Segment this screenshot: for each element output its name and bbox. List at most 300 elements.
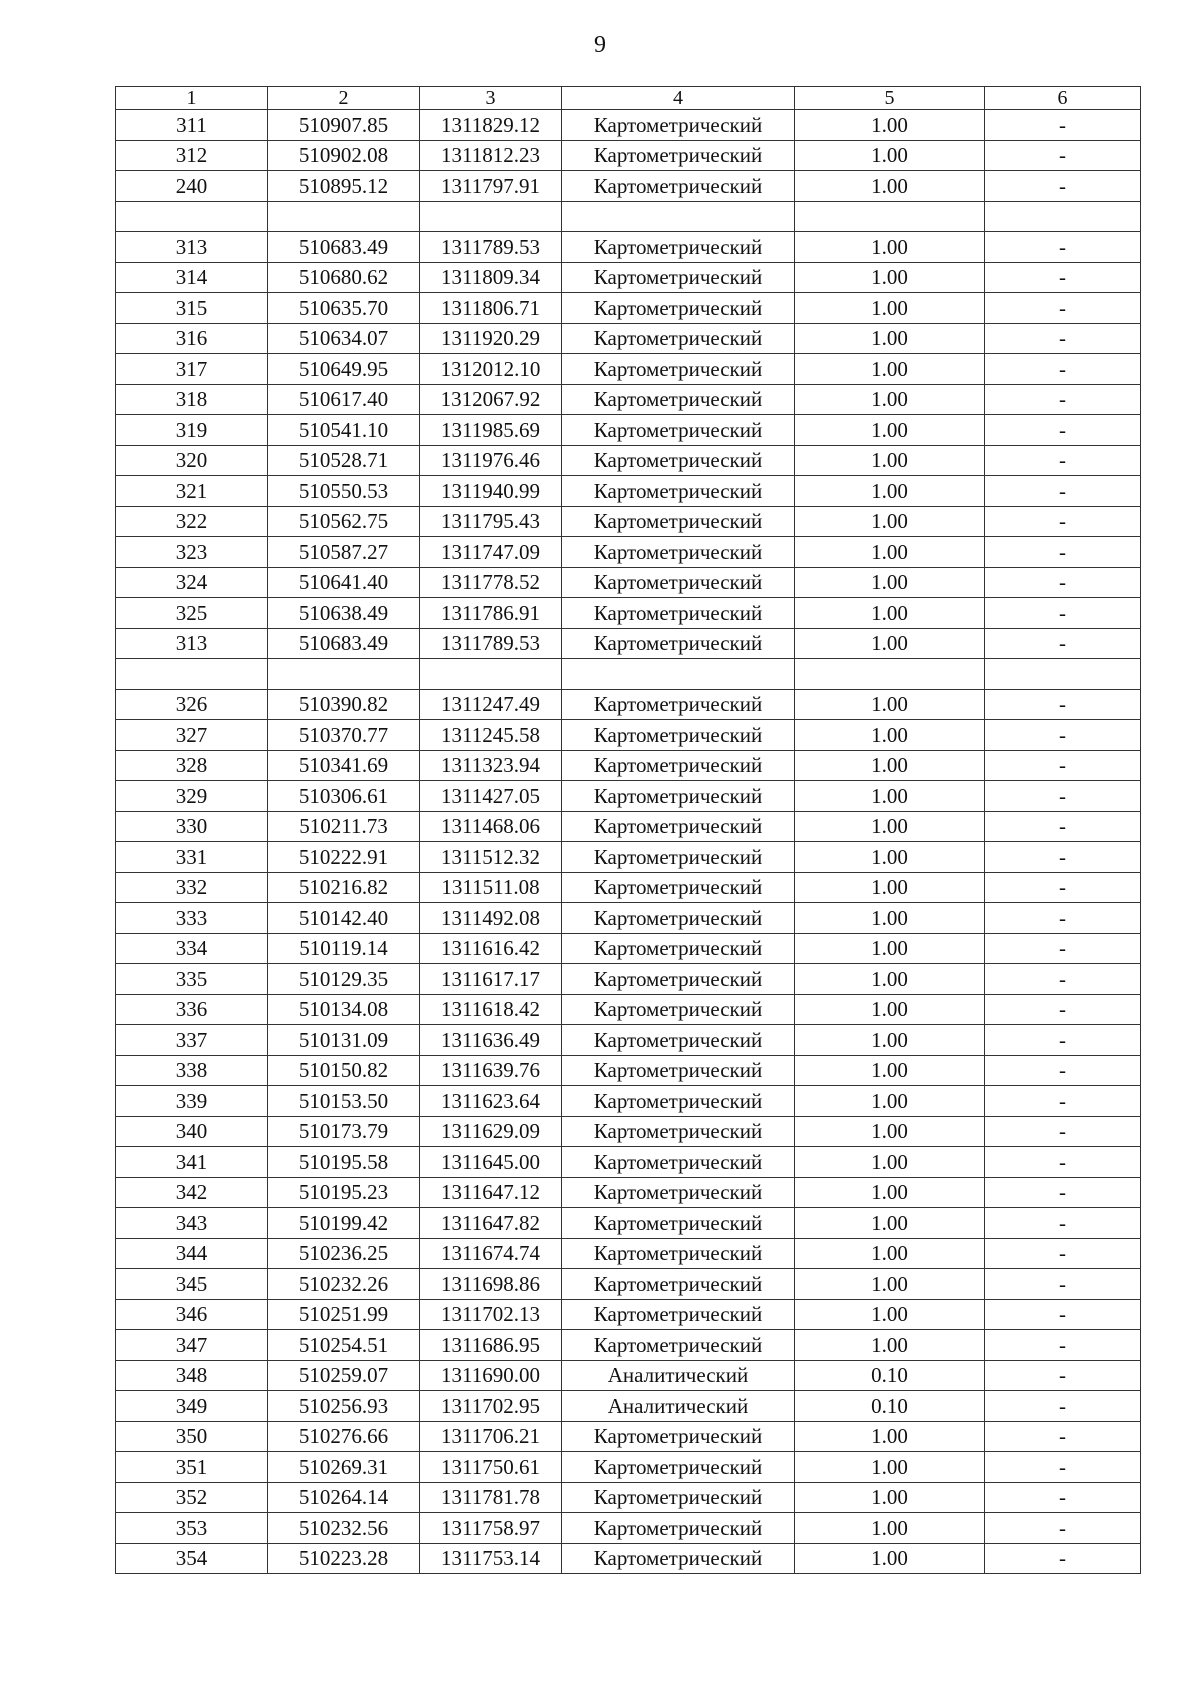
cell-point-number: 330 [116, 811, 268, 842]
cell-accuracy: 1.00 [795, 1055, 985, 1086]
table-row [116, 293, 1141, 324]
cell-coordinate-y: 1311636.49 [420, 1025, 562, 1056]
cell-note: - [985, 1025, 1141, 1056]
cell-coordinate-y: 1312012.10 [420, 354, 562, 385]
cell-point-number [116, 201, 268, 232]
cell-coordinate-y: 1311618.42 [420, 994, 562, 1025]
cell-point-number: 339 [116, 1086, 268, 1117]
cell-accuracy: 1.00 [795, 1482, 985, 1513]
cell-coordinate-x: 510131.09 [268, 1025, 420, 1056]
cell-coordinate-y: 1311920.29 [420, 323, 562, 354]
cell-accuracy: 1.00 [795, 1025, 985, 1056]
table-row [116, 1391, 1141, 1422]
cell-point-number: 325 [116, 598, 268, 629]
cell-method: Картометрический [562, 1086, 795, 1117]
cell-accuracy: 0.10 [795, 1360, 985, 1391]
cell-accuracy: 1.00 [795, 323, 985, 354]
table-row [116, 1299, 1141, 1330]
cell-method: Картометрический [562, 1543, 795, 1574]
cell-coordinate-x: 510902.08 [268, 140, 420, 171]
cell-method: Картометрический [562, 1421, 795, 1452]
cell-note: - [985, 1360, 1141, 1391]
table-row [116, 567, 1141, 598]
cell-point-number: 317 [116, 354, 268, 385]
table-row [116, 1086, 1141, 1117]
cell-coordinate-y: 1311617.17 [420, 964, 562, 995]
cell-method: Картометрический [562, 1208, 795, 1239]
cell-note: - [985, 1147, 1141, 1178]
cell-note: - [985, 384, 1141, 415]
cell-note: - [985, 598, 1141, 629]
table-separator-row [116, 659, 1141, 690]
cell-coordinate-y: 1311985.69 [420, 415, 562, 446]
cell-accuracy: 1.00 [795, 689, 985, 720]
cell-point-number: 333 [116, 903, 268, 934]
cell-note: - [985, 842, 1141, 873]
cell-coordinate-y: 1311647.82 [420, 1208, 562, 1239]
cell-method: Картометрический [562, 781, 795, 812]
cell-coordinate-x: 510550.53 [268, 476, 420, 507]
cell-method: Картометрический [562, 384, 795, 415]
cell-coordinate-y: 1311674.74 [420, 1238, 562, 1269]
cell-coordinate-x: 510150.82 [268, 1055, 420, 1086]
table-row [116, 110, 1141, 141]
cell-coordinate-y: 1311795.43 [420, 506, 562, 537]
cell-note: - [985, 110, 1141, 141]
cell-coordinate-x: 510562.75 [268, 506, 420, 537]
table-row [116, 262, 1141, 293]
cell-accuracy: 1.00 [795, 476, 985, 507]
cell-point-number: 328 [116, 750, 268, 781]
cell-method: Картометрический [562, 140, 795, 171]
cell-coordinate-x: 510256.93 [268, 1391, 420, 1422]
cell-accuracy: 1.00 [795, 445, 985, 476]
cell-coordinate-y: 1311976.46 [420, 445, 562, 476]
cell-note: - [985, 903, 1141, 934]
cell-method: Картометрический [562, 903, 795, 934]
table-row [116, 903, 1141, 934]
cell-point-number: 340 [116, 1116, 268, 1147]
cell-coordinate-x: 510134.08 [268, 994, 420, 1025]
cell-coordinate-x: 510635.70 [268, 293, 420, 324]
cell-method: Картометрический [562, 110, 795, 141]
cell-note: - [985, 933, 1141, 964]
cell-coordinate-y: 1311616.42 [420, 933, 562, 964]
cell-point-number: 319 [116, 415, 268, 446]
cell-accuracy: 1.00 [795, 415, 985, 446]
table-row [116, 537, 1141, 568]
cell-method: Картометрический [562, 811, 795, 842]
cell-method: Аналитический [562, 1391, 795, 1422]
cell-coordinate-y: 1311706.21 [420, 1421, 562, 1452]
cell-note [985, 659, 1141, 690]
cell-coordinate-y: 1311247.49 [420, 689, 562, 720]
cell-accuracy: 1.00 [795, 232, 985, 263]
cell-method: Картометрический [562, 720, 795, 751]
table-row [116, 1238, 1141, 1269]
cell-coordinate-y: 1311786.91 [420, 598, 562, 629]
cell-point-number: 321 [116, 476, 268, 507]
table-row [116, 1147, 1141, 1178]
cell-point-number: 329 [116, 781, 268, 812]
cell-coordinate-y: 1311829.12 [420, 110, 562, 141]
cell-accuracy: 1.00 [795, 1177, 985, 1208]
table-row [116, 1513, 1141, 1544]
cell-accuracy: 1.00 [795, 110, 985, 141]
cell-note: - [985, 1299, 1141, 1330]
cell-method: Картометрический [562, 476, 795, 507]
cell-coordinate-y: 1311750.61 [420, 1452, 562, 1483]
cell-point-number: 334 [116, 933, 268, 964]
cell-point-number: 320 [116, 445, 268, 476]
cell-coordinate-x: 510153.50 [268, 1086, 420, 1117]
cell-coordinate-x: 510680.62 [268, 262, 420, 293]
table-row [116, 232, 1141, 263]
cell-note: - [985, 1391, 1141, 1422]
cell-accuracy: 1.00 [795, 1513, 985, 1544]
cell-coordinate-x: 510907.85 [268, 110, 420, 141]
cell-coordinate-y: 1311690.00 [420, 1360, 562, 1391]
cell-coordinate-x: 510195.23 [268, 1177, 420, 1208]
cell-coordinate-y: 1311778.52 [420, 567, 562, 598]
cell-method: Картометрический [562, 1452, 795, 1483]
cell-coordinate-x: 510341.69 [268, 750, 420, 781]
cell-method [562, 201, 795, 232]
table-row [116, 1330, 1141, 1361]
cell-point-number: 324 [116, 567, 268, 598]
cell-point-number: 343 [116, 1208, 268, 1239]
cell-method: Картометрический [562, 1269, 795, 1300]
cell-note: - [985, 1086, 1141, 1117]
table-row [116, 628, 1141, 659]
table-separator-row [116, 201, 1141, 232]
cell-coordinate-y: 1311789.53 [420, 628, 562, 659]
cell-method: Картометрический [562, 1238, 795, 1269]
cell-point-number: 354 [116, 1543, 268, 1574]
cell-coordinate-y: 1311702.13 [420, 1299, 562, 1330]
cell-accuracy: 1.00 [795, 1299, 985, 1330]
cell-note: - [985, 781, 1141, 812]
table-row [116, 598, 1141, 629]
cell-point-number: 314 [116, 262, 268, 293]
cell-point-number: 331 [116, 842, 268, 873]
page-number: 9 [594, 32, 606, 58]
cell-note: - [985, 1208, 1141, 1239]
cell-method: Картометрический [562, 689, 795, 720]
table-row [116, 1208, 1141, 1239]
table-row [116, 811, 1141, 842]
cell-coordinate-x: 510649.95 [268, 354, 420, 385]
cell-accuracy: 1.00 [795, 1452, 985, 1483]
cell-point-number: 322 [116, 506, 268, 537]
cell-point-number: 335 [116, 964, 268, 995]
cell-method: Картометрический [562, 933, 795, 964]
cell-point-number: 338 [116, 1055, 268, 1086]
cell-coordinate-x: 510195.58 [268, 1147, 420, 1178]
cell-coordinate-y: 1311639.76 [420, 1055, 562, 1086]
cell-method: Картометрический [562, 171, 795, 202]
cell-coordinate-x: 510587.27 [268, 537, 420, 568]
table-row [116, 1452, 1141, 1483]
cell-point-number: 337 [116, 1025, 268, 1056]
cell-accuracy: 1.00 [795, 720, 985, 751]
cell-accuracy: 1.00 [795, 171, 985, 202]
cell-accuracy: 1.00 [795, 537, 985, 568]
cell-coordinate-x: 510617.40 [268, 384, 420, 415]
cell-method: Картометрический [562, 354, 795, 385]
cell-accuracy: 1.00 [795, 903, 985, 934]
table-row [116, 994, 1141, 1025]
cell-note: - [985, 628, 1141, 659]
cell-method: Картометрический [562, 1330, 795, 1361]
cell-coordinate-y: 1312067.92 [420, 384, 562, 415]
cell-accuracy: 1.00 [795, 1269, 985, 1300]
cell-coordinate-x: 510638.49 [268, 598, 420, 629]
cell-point-number: 312 [116, 140, 268, 171]
cell-note: - [985, 445, 1141, 476]
cell-point-number: 318 [116, 384, 268, 415]
table-row [116, 720, 1141, 751]
cell-note: - [985, 537, 1141, 568]
cell-point-number: 350 [116, 1421, 268, 1452]
cell-coordinate-y: 1311623.64 [420, 1086, 562, 1117]
cell-accuracy: 1.00 [795, 1086, 985, 1117]
cell-accuracy: 1.00 [795, 842, 985, 873]
cell-coordinate-y: 1311789.53 [420, 232, 562, 263]
cell-coordinate-x: 510528.71 [268, 445, 420, 476]
cell-note: - [985, 1421, 1141, 1452]
table-row [116, 384, 1141, 415]
cell-note: - [985, 689, 1141, 720]
cell-method: Картометрический [562, 628, 795, 659]
cell-note: - [985, 1482, 1141, 1513]
cell-coordinate-x [268, 201, 420, 232]
cell-note: - [985, 1513, 1141, 1544]
cell-coordinate-x: 510254.51 [268, 1330, 420, 1361]
cell-point-number [116, 659, 268, 690]
cell-note: - [985, 232, 1141, 263]
cell-coordinate-x: 510223.28 [268, 1543, 420, 1574]
cell-coordinate-x [268, 659, 420, 690]
cell-note: - [985, 171, 1141, 202]
cell-accuracy: 1.00 [795, 384, 985, 415]
cell-coordinate-x: 510259.07 [268, 1360, 420, 1391]
cell-accuracy: 1.00 [795, 1116, 985, 1147]
cell-point-number: 313 [116, 232, 268, 263]
cell-accuracy: 1.00 [795, 1421, 985, 1452]
cell-point-number: 345 [116, 1269, 268, 1300]
table-row [116, 964, 1141, 995]
cell-coordinate-y: 1311781.78 [420, 1482, 562, 1513]
column-header-accuracy: 5 [795, 87, 985, 110]
cell-method: Картометрический [562, 598, 795, 629]
table-row [116, 171, 1141, 202]
cell-coordinate-y: 1311468.06 [420, 811, 562, 842]
table-row [116, 872, 1141, 903]
cell-coordinate-x: 510683.49 [268, 232, 420, 263]
cell-accuracy: 1.00 [795, 567, 985, 598]
cell-coordinate-x: 510119.14 [268, 933, 420, 964]
cell-coordinate-x: 510236.25 [268, 1238, 420, 1269]
cell-note: - [985, 140, 1141, 171]
cell-note: - [985, 750, 1141, 781]
cell-note: - [985, 1055, 1141, 1086]
cell-point-number: 352 [116, 1482, 268, 1513]
table-row [116, 1482, 1141, 1513]
cell-coordinate-x: 510683.49 [268, 628, 420, 659]
cell-note: - [985, 1543, 1141, 1574]
table-row [116, 1269, 1141, 1300]
cell-accuracy: 1.00 [795, 628, 985, 659]
cell-note: - [985, 1269, 1141, 1300]
table-row [116, 781, 1141, 812]
cell-coordinate-x: 510370.77 [268, 720, 420, 751]
cell-note: - [985, 476, 1141, 507]
table-row [116, 1543, 1141, 1574]
cell-method: Картометрический [562, 872, 795, 903]
cell-point-number: 240 [116, 171, 268, 202]
table-row [116, 354, 1141, 385]
cell-accuracy: 1.00 [795, 293, 985, 324]
table-row [116, 750, 1141, 781]
cell-coordinate-x: 510541.10 [268, 415, 420, 446]
cell-point-number: 336 [116, 994, 268, 1025]
cell-note: - [985, 994, 1141, 1025]
table-row [116, 445, 1141, 476]
table-row [116, 140, 1141, 171]
cell-method: Картометрический [562, 415, 795, 446]
cell-coordinate-y: 1311747.09 [420, 537, 562, 568]
cell-note: - [985, 1177, 1141, 1208]
table-header-row [116, 87, 1141, 110]
cell-method: Картометрический [562, 1025, 795, 1056]
table-row [116, 415, 1141, 446]
cell-accuracy: 1.00 [795, 964, 985, 995]
cell-note: - [985, 323, 1141, 354]
cell-note: - [985, 415, 1141, 446]
cell-coordinate-x: 510199.42 [268, 1208, 420, 1239]
cell-coordinate-y: 1311797.91 [420, 171, 562, 202]
cell-coordinate-x: 510232.26 [268, 1269, 420, 1300]
cell-note: - [985, 1330, 1141, 1361]
cell-point-number: 351 [116, 1452, 268, 1483]
cell-method: Картометрический [562, 232, 795, 263]
cell-note: - [985, 293, 1141, 324]
cell-accuracy: 1.00 [795, 1147, 985, 1178]
cell-accuracy [795, 659, 985, 690]
cell-accuracy: 1.00 [795, 811, 985, 842]
column-header-note: 6 [985, 87, 1141, 110]
cell-method [562, 659, 795, 690]
cell-point-number: 323 [116, 537, 268, 568]
cell-coordinate-y: 1311512.32 [420, 842, 562, 873]
table-row [116, 933, 1141, 964]
cell-point-number: 311 [116, 110, 268, 141]
cell-method: Картометрический [562, 1147, 795, 1178]
cell-note: - [985, 964, 1141, 995]
cell-method: Картометрический [562, 842, 795, 873]
cell-coordinate-y: 1311758.97 [420, 1513, 562, 1544]
cell-point-number: 347 [116, 1330, 268, 1361]
cell-method: Картометрический [562, 567, 795, 598]
cell-coordinate-x: 510306.61 [268, 781, 420, 812]
column-header-method: 4 [562, 87, 795, 110]
cell-coordinate-x: 510251.99 [268, 1299, 420, 1330]
cell-method: Картометрический [562, 964, 795, 995]
table-row [116, 323, 1141, 354]
cell-point-number: 349 [116, 1391, 268, 1422]
cell-point-number: 346 [116, 1299, 268, 1330]
cell-coordinate-x: 510211.73 [268, 811, 420, 842]
cell-coordinate-y: 1311427.05 [420, 781, 562, 812]
cell-point-number: 327 [116, 720, 268, 751]
cell-coordinate-y: 1311812.23 [420, 140, 562, 171]
cell-method: Картометрический [562, 994, 795, 1025]
column-header-coordinate-y: 3 [420, 87, 562, 110]
cell-point-number: 353 [116, 1513, 268, 1544]
cell-accuracy: 1.00 [795, 872, 985, 903]
cell-point-number: 348 [116, 1360, 268, 1391]
cell-coordinate-x: 510142.40 [268, 903, 420, 934]
table-row [116, 842, 1141, 873]
cell-coordinate-y: 1311245.58 [420, 720, 562, 751]
cell-note: - [985, 1238, 1141, 1269]
table-row [116, 506, 1141, 537]
cell-coordinate-y: 1311698.86 [420, 1269, 562, 1300]
cell-accuracy: 1.00 [795, 750, 985, 781]
cell-method: Картометрический [562, 1177, 795, 1208]
table-row [116, 1177, 1141, 1208]
cell-note: - [985, 1452, 1141, 1483]
cell-method: Картометрический [562, 293, 795, 324]
table-row [116, 689, 1141, 720]
cell-coordinate-x: 510895.12 [268, 171, 420, 202]
cell-point-number: 344 [116, 1238, 268, 1269]
cell-note: - [985, 720, 1141, 751]
cell-point-number: 313 [116, 628, 268, 659]
table-row [116, 1025, 1141, 1056]
cell-coordinate-x: 510269.31 [268, 1452, 420, 1483]
cell-method: Картометрический [562, 750, 795, 781]
cell-coordinate-x: 510129.35 [268, 964, 420, 995]
cell-note: - [985, 872, 1141, 903]
table-row [116, 1116, 1141, 1147]
cell-coordinate-x: 510222.91 [268, 842, 420, 873]
cell-accuracy: 1.00 [795, 262, 985, 293]
cell-accuracy: 1.00 [795, 1543, 985, 1574]
cell-coordinate-y: 1311511.08 [420, 872, 562, 903]
cell-method: Картометрический [562, 262, 795, 293]
cell-accuracy: 1.00 [795, 781, 985, 812]
column-header-coordinate-x: 2 [268, 87, 420, 110]
coordinates-table [115, 86, 1141, 1574]
cell-point-number: 326 [116, 689, 268, 720]
cell-accuracy: 1.00 [795, 1238, 985, 1269]
cell-method: Картометрический [562, 1116, 795, 1147]
cell-coordinate-x: 510173.79 [268, 1116, 420, 1147]
cell-note: - [985, 354, 1141, 385]
cell-coordinate-x: 510641.40 [268, 567, 420, 598]
cell-point-number: 341 [116, 1147, 268, 1178]
table-row [116, 1421, 1141, 1452]
cell-coordinate-x: 510634.07 [268, 323, 420, 354]
cell-method: Картометрический [562, 323, 795, 354]
cell-coordinate-y: 1311323.94 [420, 750, 562, 781]
cell-coordinate-y: 1311809.34 [420, 262, 562, 293]
cell-accuracy [795, 201, 985, 232]
cell-note: - [985, 262, 1141, 293]
cell-point-number: 332 [116, 872, 268, 903]
